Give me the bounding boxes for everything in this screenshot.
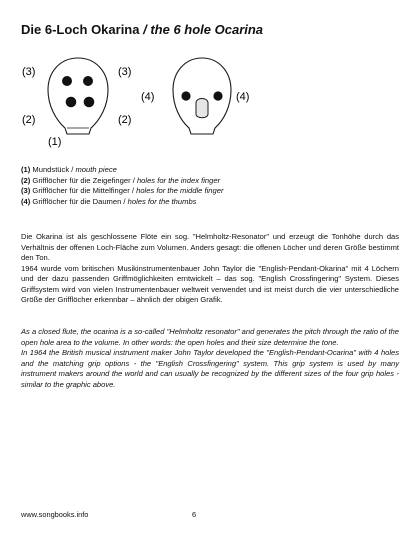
front-hole-2-left — [66, 97, 77, 108]
label-back-4-right: (4) — [236, 91, 250, 103]
german-description — [21, 232, 399, 306]
front-hole-3-right — [83, 76, 93, 86]
title-en: the 6 hole Ocarina — [150, 22, 264, 37]
legend-item: (4) Grifflöcher für die Daumen / holes for the thumbs — [21, 196, 197, 206]
label-front-3-left: (3) — [22, 66, 36, 78]
legend-item: (1) Mundstück / mouth piece — [21, 165, 117, 174]
ocarina-front-icon — [48, 58, 108, 134]
ocarina-diagram — [0, 50, 416, 150]
label-back-4-left: (4) — [141, 91, 155, 103]
legend-item: (2) Grifflöcher für die Zeigefinger / holes for the index finger — [21, 175, 221, 185]
german-paragraph-1: Die Okarina ist als geschlossene Flöte ein sog. "Helmholtz-Resonator" und erzeugt die Tonhöhe durch das Verhältnis der offenen Loch-Fläche zum Volumen. Anders gesagt: die offenen Löcher und deren Größe bestimmt den Ton. — [21, 232, 399, 263]
back-hole-4-left — [181, 91, 190, 100]
label-front-3-right: (3) — [118, 66, 132, 78]
label-front-2-right: (2) — [118, 114, 132, 126]
english-description — [21, 327, 399, 390]
english-paragraph-1: As a closed flute, the ocarina is a so-called "Helmholtz resonator" and generates the pitch through the ratio of the open hole area to the volume. In other words: the open holes and their size determine the tone. — [21, 327, 399, 347]
back-mouthpiece — [196, 99, 208, 118]
title-de: Die 6-Loch Okarina — [21, 22, 140, 37]
footer-website: www.songbooks.info — [21, 510, 89, 519]
label-front-2-left: (2) — [22, 114, 36, 126]
legend — [21, 165, 223, 207]
label-front-1: (1) — [48, 136, 62, 148]
page-number: 6 — [192, 510, 197, 519]
legend-item: (3) Grifflöcher für die Mittelfinger / holes for the middle finger — [21, 186, 224, 196]
german-paragraph-2: 1964 wurde vom britischen Musikinstrumentenbauer John Taylor die "English-Pendant-Okarina" mit 4 Löchern und der dazu passenden Griffmöglichkeiten erntwickelt – das sog. "English Crossfingering" System. Dieses Griffsystem wird von vielen Instrumentenbauer weltweit verwendet und ist meist durch die vier unterschiedliche Größe der Grifflöcher erkennbar – ähnlich der obigen Grafik. — [21, 263, 399, 305]
back-hole-4-right — [213, 91, 222, 100]
front-hole-2-right — [84, 97, 95, 108]
ocarina-back-icon — [173, 58, 231, 134]
ocarina-front-body — [48, 58, 108, 134]
front-hole-3-left — [62, 76, 72, 86]
english-paragraph-2: In 1964 the British musical instrument maker John Taylor developed the "English-Pendant-Ocarina" with 4 holes and the matching grip options - the "English Crossfingering" system. This grip system is used by many instrument makers around the world and can usually be recognized by the different sizes of the four grip holes - similar to the graphic above. — [21, 348, 399, 389]
title-separator: / — [139, 22, 151, 37]
page-title — [21, 22, 263, 37]
